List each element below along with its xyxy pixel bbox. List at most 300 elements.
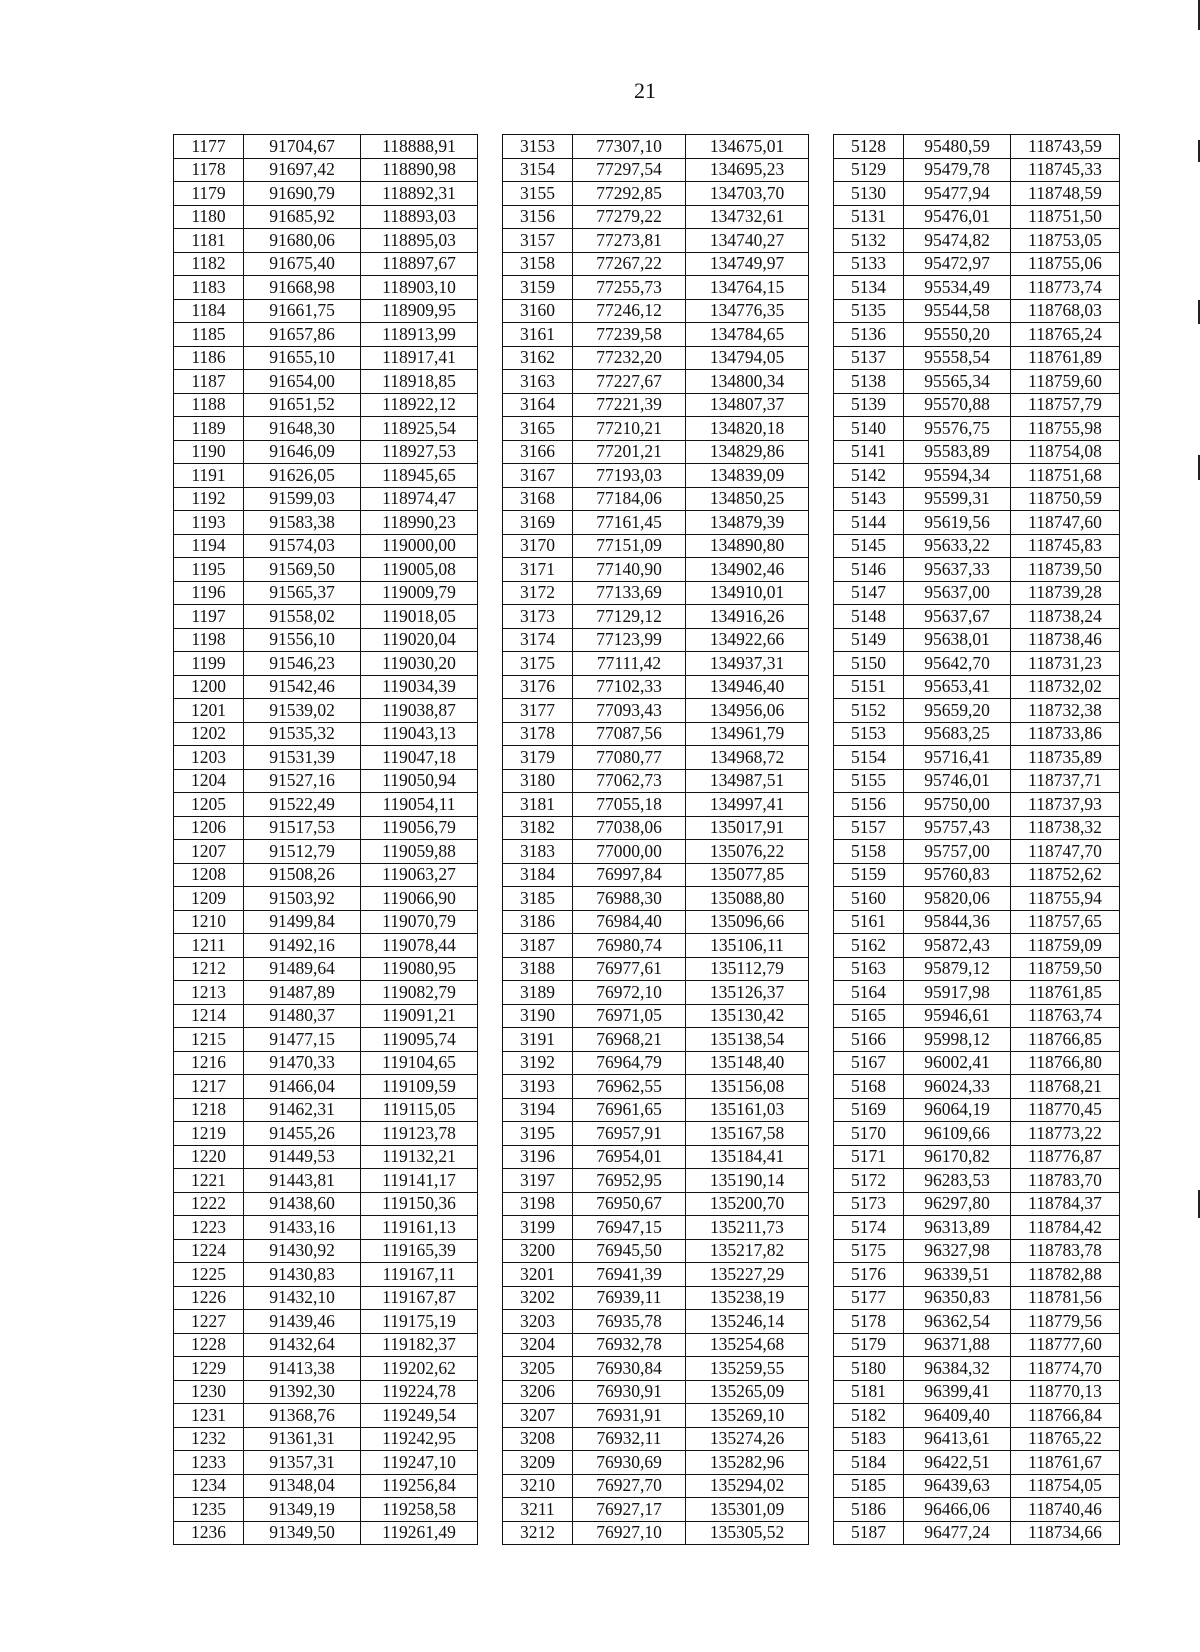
- x-coordinate-cell: 91508,26: [244, 863, 361, 887]
- x-coordinate-cell: 95477,94: [904, 182, 1011, 206]
- point-number-cell: 1192: [174, 487, 244, 511]
- point-number-cell: 1220: [174, 1145, 244, 1169]
- point-number-cell: 1213: [174, 981, 244, 1005]
- column-gap: [809, 699, 834, 723]
- y-coordinate-cell: 135254,68: [686, 1333, 809, 1357]
- y-coordinate-cell: 118945,65: [361, 464, 478, 488]
- column-gap: [478, 1028, 503, 1052]
- x-coordinate-cell: 95637,67: [904, 605, 1011, 629]
- column-gap: [809, 1357, 834, 1381]
- y-coordinate-cell: 134922,66: [686, 628, 809, 652]
- point-number-cell: 3175: [503, 652, 573, 676]
- column-gap: [478, 558, 503, 582]
- x-coordinate-cell: 76932,11: [573, 1427, 686, 1451]
- x-coordinate-cell: 95480,59: [904, 135, 1011, 159]
- column-gap: [478, 1404, 503, 1428]
- x-coordinate-cell: 95599,31: [904, 487, 1011, 511]
- y-coordinate-cell: 119258,58: [361, 1498, 478, 1522]
- point-number-cell: 5168: [834, 1075, 904, 1099]
- column-gap: [809, 534, 834, 558]
- point-number-cell: 5186: [834, 1498, 904, 1522]
- y-coordinate-cell: 119047,18: [361, 746, 478, 770]
- point-number-cell: 1209: [174, 887, 244, 911]
- x-coordinate-cell: 77140,90: [573, 558, 686, 582]
- point-number-cell: 1200: [174, 675, 244, 699]
- y-coordinate-cell: 135167,58: [686, 1122, 809, 1146]
- x-coordinate-cell: 91492,16: [244, 934, 361, 958]
- y-coordinate-cell: 134800,34: [686, 370, 809, 394]
- column-gap: [809, 440, 834, 464]
- x-coordinate-cell: 91487,89: [244, 981, 361, 1005]
- y-coordinate-cell: 119109,59: [361, 1075, 478, 1099]
- column-gap: [478, 276, 503, 300]
- y-coordinate-cell: 118784,37: [1011, 1192, 1120, 1216]
- x-coordinate-cell: 95659,20: [904, 699, 1011, 723]
- column-gap: [478, 1192, 503, 1216]
- point-number-cell: 3163: [503, 370, 573, 394]
- point-number-cell: 1177: [174, 135, 244, 159]
- point-number-cell: 5151: [834, 675, 904, 699]
- table-row: [174, 1357, 1120, 1381]
- point-number-cell: 3197: [503, 1169, 573, 1193]
- x-coordinate-cell: 96024,33: [904, 1075, 1011, 1099]
- x-coordinate-cell: 91626,05: [244, 464, 361, 488]
- y-coordinate-cell: 135138,54: [686, 1028, 809, 1052]
- y-coordinate-cell: 119054,11: [361, 793, 478, 817]
- y-coordinate-cell: 118774,70: [1011, 1357, 1120, 1381]
- column-gap: [478, 1427, 503, 1451]
- column-gap: [809, 581, 834, 605]
- y-coordinate-cell: 118747,70: [1011, 840, 1120, 864]
- column-gap: [478, 581, 503, 605]
- table-row: [174, 1192, 1120, 1216]
- point-number-cell: 1198: [174, 628, 244, 652]
- x-coordinate-cell: 77000,00: [573, 840, 686, 864]
- y-coordinate-cell: 119009,79: [361, 581, 478, 605]
- point-number-cell: 1208: [174, 863, 244, 887]
- x-coordinate-cell: 76927,10: [573, 1521, 686, 1545]
- x-coordinate-cell: 96399,41: [904, 1380, 1011, 1404]
- table-row: [174, 370, 1120, 394]
- point-number-cell: 3156: [503, 205, 573, 229]
- column-gap: [809, 1333, 834, 1357]
- point-number-cell: 1218: [174, 1098, 244, 1122]
- column-gap: [478, 393, 503, 417]
- coordinates-table: [173, 134, 1120, 1545]
- point-number-cell: 1207: [174, 840, 244, 864]
- column-gap: [809, 1239, 834, 1263]
- x-coordinate-cell: 91704,67: [244, 135, 361, 159]
- y-coordinate-cell: 135126,37: [686, 981, 809, 1005]
- table-row: [174, 323, 1120, 347]
- x-coordinate-cell: 95653,41: [904, 675, 1011, 699]
- column-gap: [809, 981, 834, 1005]
- x-coordinate-cell: 77239,58: [573, 323, 686, 347]
- point-number-cell: 5158: [834, 840, 904, 864]
- point-number-cell: 1205: [174, 793, 244, 817]
- y-coordinate-cell: 118761,89: [1011, 346, 1120, 370]
- point-number-cell: 3154: [503, 158, 573, 182]
- y-coordinate-cell: 118909,95: [361, 299, 478, 323]
- x-coordinate-cell: 95638,01: [904, 628, 1011, 652]
- point-number-cell: 3179: [503, 746, 573, 770]
- column-gap: [809, 252, 834, 276]
- point-number-cell: 5154: [834, 746, 904, 770]
- y-coordinate-cell: 134749,97: [686, 252, 809, 276]
- column-gap: [478, 182, 503, 206]
- y-coordinate-cell: 118755,06: [1011, 252, 1120, 276]
- point-number-cell: 3206: [503, 1380, 573, 1404]
- point-number-cell: 5133: [834, 252, 904, 276]
- y-coordinate-cell: 118925,54: [361, 417, 478, 441]
- y-coordinate-cell: 118784,42: [1011, 1216, 1120, 1240]
- point-number-cell: 3198: [503, 1192, 573, 1216]
- column-gap: [809, 1427, 834, 1451]
- y-coordinate-cell: 118765,22: [1011, 1427, 1120, 1451]
- y-coordinate-cell: 118918,85: [361, 370, 478, 394]
- x-coordinate-cell: 91455,26: [244, 1122, 361, 1146]
- y-coordinate-cell: 118765,24: [1011, 323, 1120, 347]
- x-coordinate-cell: 76939,11: [573, 1286, 686, 1310]
- y-coordinate-cell: 118897,67: [361, 252, 478, 276]
- y-coordinate-cell: 118738,46: [1011, 628, 1120, 652]
- x-coordinate-cell: 77161,45: [573, 511, 686, 535]
- column-gap: [478, 863, 503, 887]
- y-coordinate-cell: 134784,65: [686, 323, 809, 347]
- table-row: [174, 1028, 1120, 1052]
- point-number-cell: 3208: [503, 1427, 573, 1451]
- y-coordinate-cell: 118743,59: [1011, 135, 1120, 159]
- x-coordinate-cell: 95472,97: [904, 252, 1011, 276]
- column-gap: [478, 417, 503, 441]
- point-number-cell: 5152: [834, 699, 904, 723]
- point-number-cell: 1234: [174, 1474, 244, 1498]
- point-number-cell: 3200: [503, 1239, 573, 1263]
- column-gap: [809, 370, 834, 394]
- y-coordinate-cell: 118768,03: [1011, 299, 1120, 323]
- x-coordinate-cell: 77273,81: [573, 229, 686, 253]
- y-coordinate-cell: 118888,91: [361, 135, 478, 159]
- x-coordinate-cell: 76961,65: [573, 1098, 686, 1122]
- x-coordinate-cell: 91651,52: [244, 393, 361, 417]
- column-gap: [809, 1286, 834, 1310]
- x-coordinate-cell: 77093,43: [573, 699, 686, 723]
- point-number-cell: 3157: [503, 229, 573, 253]
- point-number-cell: 1188: [174, 393, 244, 417]
- column-gap: [809, 1521, 834, 1545]
- y-coordinate-cell: 119082,79: [361, 981, 478, 1005]
- y-coordinate-cell: 134961,79: [686, 722, 809, 746]
- column-gap: [478, 981, 503, 1005]
- point-number-cell: 3196: [503, 1145, 573, 1169]
- point-number-cell: 5166: [834, 1028, 904, 1052]
- column-gap: [478, 887, 503, 911]
- point-number-cell: 3203: [503, 1310, 573, 1334]
- point-number-cell: 1194: [174, 534, 244, 558]
- x-coordinate-cell: 91392,30: [244, 1380, 361, 1404]
- x-coordinate-cell: 91680,06: [244, 229, 361, 253]
- column-gap: [809, 276, 834, 300]
- y-coordinate-cell: 119018,05: [361, 605, 478, 629]
- point-number-cell: 5178: [834, 1310, 904, 1334]
- point-number-cell: 1178: [174, 158, 244, 182]
- x-coordinate-cell: 96064,19: [904, 1098, 1011, 1122]
- x-coordinate-cell: 95474,82: [904, 229, 1011, 253]
- column-gap: [478, 910, 503, 934]
- x-coordinate-cell: 76954,01: [573, 1145, 686, 1169]
- column-gap: [809, 182, 834, 206]
- x-coordinate-cell: 77184,06: [573, 487, 686, 511]
- column-gap: [809, 1004, 834, 1028]
- x-coordinate-cell: 96384,32: [904, 1357, 1011, 1381]
- x-coordinate-cell: 91668,98: [244, 276, 361, 300]
- x-coordinate-cell: 76957,91: [573, 1122, 686, 1146]
- y-coordinate-cell: 134829,86: [686, 440, 809, 464]
- table-row: [174, 1498, 1120, 1522]
- y-coordinate-cell: 135017,91: [686, 816, 809, 840]
- point-number-cell: 5187: [834, 1521, 904, 1545]
- y-coordinate-cell: 134879,39: [686, 511, 809, 535]
- table-row: [174, 1169, 1120, 1193]
- x-coordinate-cell: 96327,98: [904, 1239, 1011, 1263]
- x-coordinate-cell: 77292,85: [573, 182, 686, 206]
- column-gap: [809, 1404, 834, 1428]
- x-coordinate-cell: 96466,06: [904, 1498, 1011, 1522]
- y-coordinate-cell: 118776,87: [1011, 1145, 1120, 1169]
- column-gap: [478, 816, 503, 840]
- point-number-cell: 3210: [503, 1474, 573, 1498]
- x-coordinate-cell: 96439,63: [904, 1474, 1011, 1498]
- table-row: [174, 816, 1120, 840]
- x-coordinate-cell: 91655,10: [244, 346, 361, 370]
- x-coordinate-cell: 77193,03: [573, 464, 686, 488]
- x-coordinate-cell: 95619,56: [904, 511, 1011, 535]
- column-gap: [809, 1051, 834, 1075]
- y-coordinate-cell: 118781,56: [1011, 1286, 1120, 1310]
- y-coordinate-cell: 118766,84: [1011, 1404, 1120, 1428]
- point-number-cell: 3195: [503, 1122, 573, 1146]
- column-gap: [809, 205, 834, 229]
- y-coordinate-cell: 119070,79: [361, 910, 478, 934]
- column-gap: [809, 816, 834, 840]
- point-number-cell: 1203: [174, 746, 244, 770]
- y-coordinate-cell: 135274,26: [686, 1427, 809, 1451]
- table-row: [174, 863, 1120, 887]
- point-number-cell: 1212: [174, 957, 244, 981]
- point-number-cell: 1231: [174, 1404, 244, 1428]
- x-coordinate-cell: 91654,00: [244, 370, 361, 394]
- table-row: [174, 887, 1120, 911]
- point-number-cell: 1185: [174, 323, 244, 347]
- column-gap: [478, 1051, 503, 1075]
- y-coordinate-cell: 118745,83: [1011, 534, 1120, 558]
- y-coordinate-cell: 135301,09: [686, 1498, 809, 1522]
- point-number-cell: 1196: [174, 581, 244, 605]
- x-coordinate-cell: 91348,04: [244, 1474, 361, 1498]
- point-number-cell: 3166: [503, 440, 573, 464]
- point-number-cell: 3186: [503, 910, 573, 934]
- point-number-cell: 1179: [174, 182, 244, 206]
- point-number-cell: 5153: [834, 722, 904, 746]
- point-number-cell: 1211: [174, 934, 244, 958]
- column-gap: [478, 1004, 503, 1028]
- x-coordinate-cell: 95565,34: [904, 370, 1011, 394]
- x-coordinate-cell: 91697,42: [244, 158, 361, 182]
- table-row: [174, 699, 1120, 723]
- table-row: [174, 346, 1120, 370]
- point-number-cell: 1225: [174, 1263, 244, 1287]
- column-gap: [809, 887, 834, 911]
- point-number-cell: 5146: [834, 558, 904, 582]
- table-row: [174, 182, 1120, 206]
- point-number-cell: 5138: [834, 370, 904, 394]
- column-gap: [478, 1098, 503, 1122]
- y-coordinate-cell: 118754,05: [1011, 1474, 1120, 1498]
- point-number-cell: 3202: [503, 1286, 573, 1310]
- y-coordinate-cell: 119261,49: [361, 1521, 478, 1545]
- point-number-cell: 1230: [174, 1380, 244, 1404]
- x-coordinate-cell: 95576,75: [904, 417, 1011, 441]
- x-coordinate-cell: 96409,40: [904, 1404, 1011, 1428]
- y-coordinate-cell: 118766,85: [1011, 1028, 1120, 1052]
- column-gap: [809, 464, 834, 488]
- x-coordinate-cell: 96297,80: [904, 1192, 1011, 1216]
- table-row: [174, 1145, 1120, 1169]
- x-coordinate-cell: 95683,25: [904, 722, 1011, 746]
- y-coordinate-cell: 118748,59: [1011, 182, 1120, 206]
- x-coordinate-cell: 91539,02: [244, 699, 361, 723]
- x-coordinate-cell: 95879,12: [904, 957, 1011, 981]
- y-coordinate-cell: 118751,50: [1011, 205, 1120, 229]
- point-number-cell: 5176: [834, 1263, 904, 1287]
- x-coordinate-cell: 95479,78: [904, 158, 1011, 182]
- y-coordinate-cell: 118917,41: [361, 346, 478, 370]
- x-coordinate-cell: 91430,83: [244, 1263, 361, 1287]
- y-coordinate-cell: 135112,79: [686, 957, 809, 981]
- x-coordinate-cell: 76945,50: [573, 1239, 686, 1263]
- x-coordinate-cell: 96313,89: [904, 1216, 1011, 1240]
- column-gap: [478, 1122, 503, 1146]
- column-gap: [809, 628, 834, 652]
- y-coordinate-cell: 119115,05: [361, 1098, 478, 1122]
- table-row: [174, 558, 1120, 582]
- table-row: [174, 722, 1120, 746]
- y-coordinate-cell: 119167,87: [361, 1286, 478, 1310]
- x-coordinate-cell: 76941,39: [573, 1263, 686, 1287]
- point-number-cell: 1233: [174, 1451, 244, 1475]
- x-coordinate-cell: 76930,84: [573, 1357, 686, 1381]
- column-gap: [809, 1192, 834, 1216]
- point-number-cell: 1226: [174, 1286, 244, 1310]
- column-gap: [809, 1169, 834, 1193]
- point-number-cell: 1217: [174, 1075, 244, 1099]
- x-coordinate-cell: 76964,79: [573, 1051, 686, 1075]
- point-number-cell: 3173: [503, 605, 573, 629]
- y-coordinate-cell: 118759,09: [1011, 934, 1120, 958]
- point-number-cell: 3187: [503, 934, 573, 958]
- y-coordinate-cell: 134794,05: [686, 346, 809, 370]
- column-gap: [478, 464, 503, 488]
- point-number-cell: 5156: [834, 793, 904, 817]
- point-number-cell: 5141: [834, 440, 904, 464]
- y-coordinate-cell: 135088,80: [686, 887, 809, 911]
- column-gap: [809, 793, 834, 817]
- point-number-cell: 5173: [834, 1192, 904, 1216]
- y-coordinate-cell: 118763,74: [1011, 1004, 1120, 1028]
- y-coordinate-cell: 134987,51: [686, 769, 809, 793]
- point-number-cell: 5171: [834, 1145, 904, 1169]
- y-coordinate-cell: 135184,41: [686, 1145, 809, 1169]
- page-number: 21: [634, 78, 656, 103]
- y-coordinate-cell: 118893,03: [361, 205, 478, 229]
- point-number-cell: 3153: [503, 135, 573, 159]
- column-gap: [478, 1075, 503, 1099]
- x-coordinate-cell: 91349,19: [244, 1498, 361, 1522]
- point-number-cell: 5170: [834, 1122, 904, 1146]
- table-row: [174, 299, 1120, 323]
- y-coordinate-cell: 118779,56: [1011, 1310, 1120, 1334]
- column-gap: [478, 487, 503, 511]
- point-number-cell: 3201: [503, 1263, 573, 1287]
- point-number-cell: 5163: [834, 957, 904, 981]
- column-gap: [809, 229, 834, 253]
- point-number-cell: 1229: [174, 1357, 244, 1381]
- table-row: [174, 1004, 1120, 1028]
- point-number-cell: 1219: [174, 1122, 244, 1146]
- y-coordinate-cell: 119161,13: [361, 1216, 478, 1240]
- table-row: [174, 793, 1120, 817]
- column-gap: [809, 675, 834, 699]
- x-coordinate-cell: 91646,09: [244, 440, 361, 464]
- column-gap: [809, 1028, 834, 1052]
- x-coordinate-cell: 76962,55: [573, 1075, 686, 1099]
- column-gap: [478, 229, 503, 253]
- point-number-cell: 3194: [503, 1098, 573, 1122]
- x-coordinate-cell: 91599,03: [244, 487, 361, 511]
- y-coordinate-cell: 119095,74: [361, 1028, 478, 1052]
- column-gap: [478, 323, 503, 347]
- point-number-cell: 1191: [174, 464, 244, 488]
- x-coordinate-cell: 77080,77: [573, 746, 686, 770]
- x-coordinate-cell: 96170,82: [904, 1145, 1011, 1169]
- point-number-cell: 3155: [503, 182, 573, 206]
- y-coordinate-cell: 119224,78: [361, 1380, 478, 1404]
- y-coordinate-cell: 118903,10: [361, 276, 478, 300]
- y-coordinate-cell: 118768,21: [1011, 1075, 1120, 1099]
- y-coordinate-cell: 118773,22: [1011, 1122, 1120, 1146]
- point-number-cell: 5130: [834, 182, 904, 206]
- x-coordinate-cell: 77038,06: [573, 816, 686, 840]
- point-number-cell: 5145: [834, 534, 904, 558]
- x-coordinate-cell: 91574,03: [244, 534, 361, 558]
- y-coordinate-cell: 135200,70: [686, 1192, 809, 1216]
- table-row: [174, 158, 1120, 182]
- y-coordinate-cell: 118738,24: [1011, 605, 1120, 629]
- x-coordinate-cell: 96422,51: [904, 1451, 1011, 1475]
- column-gap: [809, 558, 834, 582]
- y-coordinate-cell: 118733,86: [1011, 722, 1120, 746]
- x-coordinate-cell: 76997,84: [573, 863, 686, 887]
- y-coordinate-cell: 118890,98: [361, 158, 478, 182]
- x-coordinate-cell: 95594,34: [904, 464, 1011, 488]
- x-coordinate-cell: 95583,89: [904, 440, 1011, 464]
- y-coordinate-cell: 118770,45: [1011, 1098, 1120, 1122]
- y-coordinate-cell: 119043,13: [361, 722, 478, 746]
- x-coordinate-cell: 91522,49: [244, 793, 361, 817]
- y-coordinate-cell: 119123,78: [361, 1122, 478, 1146]
- table-row: [174, 1333, 1120, 1357]
- point-number-cell: 3184: [503, 863, 573, 887]
